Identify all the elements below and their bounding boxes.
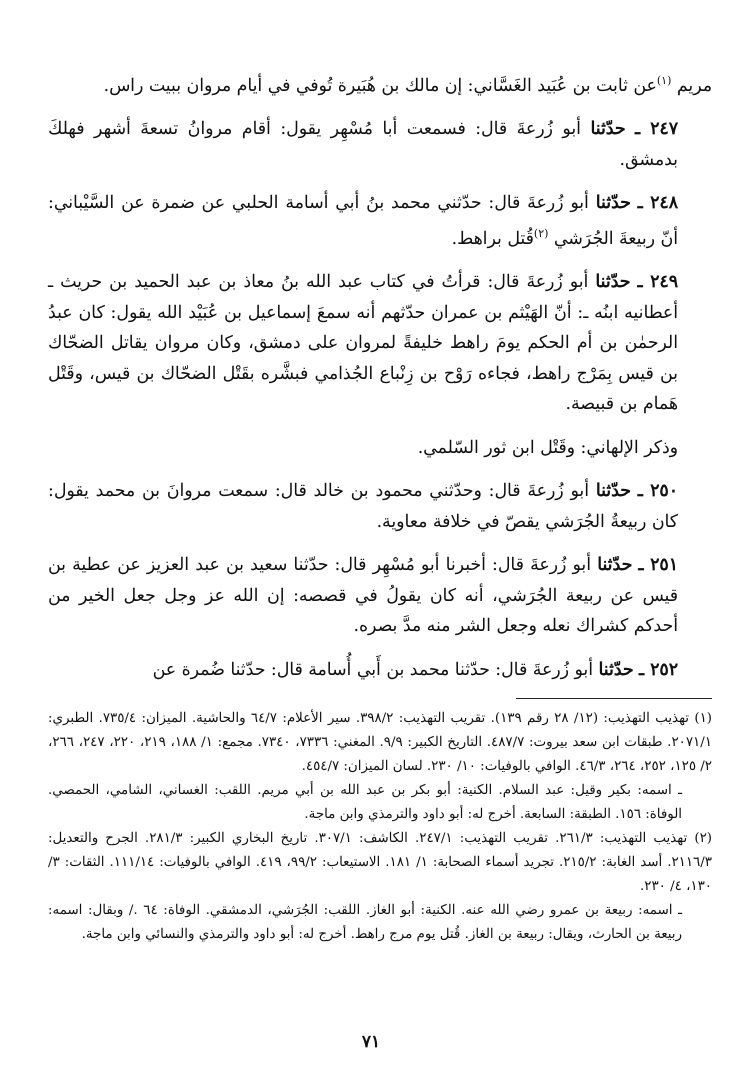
- hadith-heading: حدّثنا: [595, 481, 631, 502]
- page: [48, 66, 712, 1083]
- hadith-number: ٢٥٠ ـ: [637, 481, 678, 502]
- paragraph-text: أبو زُرعةَ قال: حدّثنا محمد بن أَبي أُسامة قال: حدّثنا ضُمرة عن: [152, 659, 593, 680]
- paragraph-text: قُتل براهط.: [451, 228, 534, 249]
- paragraph-p252: [48, 655, 712, 686]
- hadith-heading: حدّثنا: [597, 555, 633, 576]
- footnote-fn2b: ـ اسمه: ربيعة بن عمرو رضي الله عنه. الكنية: أبو الغاز. اللقب: الجُرَشي، الدمشقي. الوفاة: ٦٤ ./ وبقال: اسمه: ربيعة بن الحارث، ويقال: ربيعة بن الغاز. قُتل يوم مرج راهط. أخرج له: أبو داود والترمذي والنسائي وابن ماجة.: [48, 903, 682, 943]
- paragraph-p248: [48, 188, 712, 254]
- paragraph-text: أبو زُرعةَ قال: فسمعت أبا مُسْهِر يقول: أقام مروانُ تسعةَ أشهر فهلكَ بدمشق.: [48, 119, 678, 170]
- paragraph-text: عن ثابت بن عُبَيد الغَسَّاني: إن مالك بن هُبَيرة تُوفي في أيام مروان ببيت راس.: [103, 75, 657, 96]
- paragraph-p249: [48, 267, 712, 420]
- hadith-number: ٢٤٧ ـ: [635, 119, 678, 140]
- hadith-heading: حدّثنا: [595, 272, 631, 293]
- paragraph-p251: [48, 550, 712, 642]
- paragraph-text: أبو زُرعةَ قال: أخبرنا أبو مُسْهِر قال: حدّثنا سعيد بن عبد العزيز عن عطية بن قيس عن ربيعة الجُرَشي، أنه كان يقولُ في قصصه: إن الله عز وجل جعل الخير من أحدكم كشراك نعله وجعل الشر منه مدَّ بصره.: [48, 555, 678, 637]
- hadith-number: ٢٥٢ ـ: [639, 659, 678, 680]
- hadith-number: ٢٤٩ ـ: [637, 272, 678, 293]
- hadith-number: ٢٥١ ـ: [638, 555, 678, 576]
- main-text: [48, 66, 712, 685]
- paragraph-text: وذكر الإلهاني: وقَتْل ابن ثور السّلمي.: [417, 437, 678, 458]
- hadith-heading: حدّثنا: [598, 659, 634, 680]
- footnote-separator: [516, 698, 712, 699]
- footnote-fn1b: ـ اسمه: بكير وقيل: عبد السلام. الكنية: أبو بكر بن عبد الله بن أبي مريم. اللقب: الغساني، الشامي، الحمصي. الوفاة: ١٥٦. الطبقة: السابعة. أخرج له: أبو داود والترمذي وابن ماجة.: [48, 783, 682, 823]
- hadith-number: ٢٤٨ ـ: [637, 193, 678, 214]
- paragraph-text: أبو زُرعةَ قال: قرأتُ في كتاب عبد الله بنُ معاذ بن عبد الحميد بن حريث ـ أعطانيه ابنُه ـ: أنّ الهَيْثم بن عمران حدّثهم أنه سمعَ إسماعيل بن عُبَيْد الله يقول: كان عبدُ الرحمٰن بن أم الحكم يومَ راهط خليفةً لمروان على دمشق، وكان مروان يقاتل الضحّاك بن قيس بِمَرْج راهط، فجاءه رَوْح بن زِنْباع الجُذامي فبشَّره بقَتْل الضحّاك بن قيس، وقَتْل هَمام بن قبيصة.: [48, 272, 678, 415]
- footnote-fn1a: (١) تهذيب التهذيب: (١٢/ ٢٨ رقم ١٣٩). تقريب التهذيب: ٣٩٨/٢. سير الأعلام: ٦٤/٧ والحاشية. الميزان: ٧٣٥/٤. الطبري: ٢٠٧١/١. طبقات ابن سعد بيروت: ٤٨٧/٧. التاريخ الكبير: ٩/٩. المغني: ٧٣٣٦، ٧٣٤٠. مجمع: ١/ ١٨٨، ٢١٩، ٢٢٠، ٢٤٧، ٢٦٦، ٢/ ١٢٥، ٢٥٢، ٢٦٤، ٤٦/٣. الوافي بالوفيات: ١٠/ ٢٣٠. لسان الميزان: ٤٥٤/٧.: [48, 711, 712, 775]
- hadith-heading: حدّثنا: [590, 119, 626, 140]
- paragraph-p249b: [48, 433, 712, 464]
- paragraph-p247: [48, 114, 712, 175]
- paragraph-text: مريم: [676, 75, 712, 96]
- footnote-ref: (١): [656, 74, 672, 87]
- paragraph-text: أبو زُرعةَ قال: وحدّثني محمود بن خالد قال: سمعت مروانَ بن محمد يقول: كان ربيعةُ الجُرَشي يقصّ في خلافة معاوية.: [48, 481, 678, 532]
- footnote-ref: (٢): [533, 226, 549, 240]
- paragraph-p246: [48, 66, 712, 101]
- paragraph-text: أبو زُرعةَ قال: حدّثني محمد بنُ أبي أسامة الحلبي عن ضمرة عن السَّيْباني: أنّ ربيعةَ الجُرَشي: [48, 193, 678, 249]
- paragraph-p250: [48, 476, 712, 537]
- hadith-heading: حدّثنا: [595, 193, 631, 214]
- page-number: ٧١: [361, 1032, 381, 1052]
- footnote-fn2a: (٢) تهذيب التهذيب: ٢٦١/٣. تقريب التهذيب: ٢٤٧/١. الكاشف: ٣٠٧/١. تاريخ البخاري الكبير: ٢٨١/٣. الجرح والتعديل: ٢١١٦/٣. أسد الغابة: ٢١٥/٢. تجريد أسماء الصحابة: ١/ ١٨١. الاستيعاب: ٩٩/٢، ٤١٩. الوافي بالوفيات: ١١١/١٤. الثقات: ٣/ ١٣٠، ٤/ ٢٣٠.: [48, 831, 712, 895]
- footnotes: [48, 707, 712, 947]
